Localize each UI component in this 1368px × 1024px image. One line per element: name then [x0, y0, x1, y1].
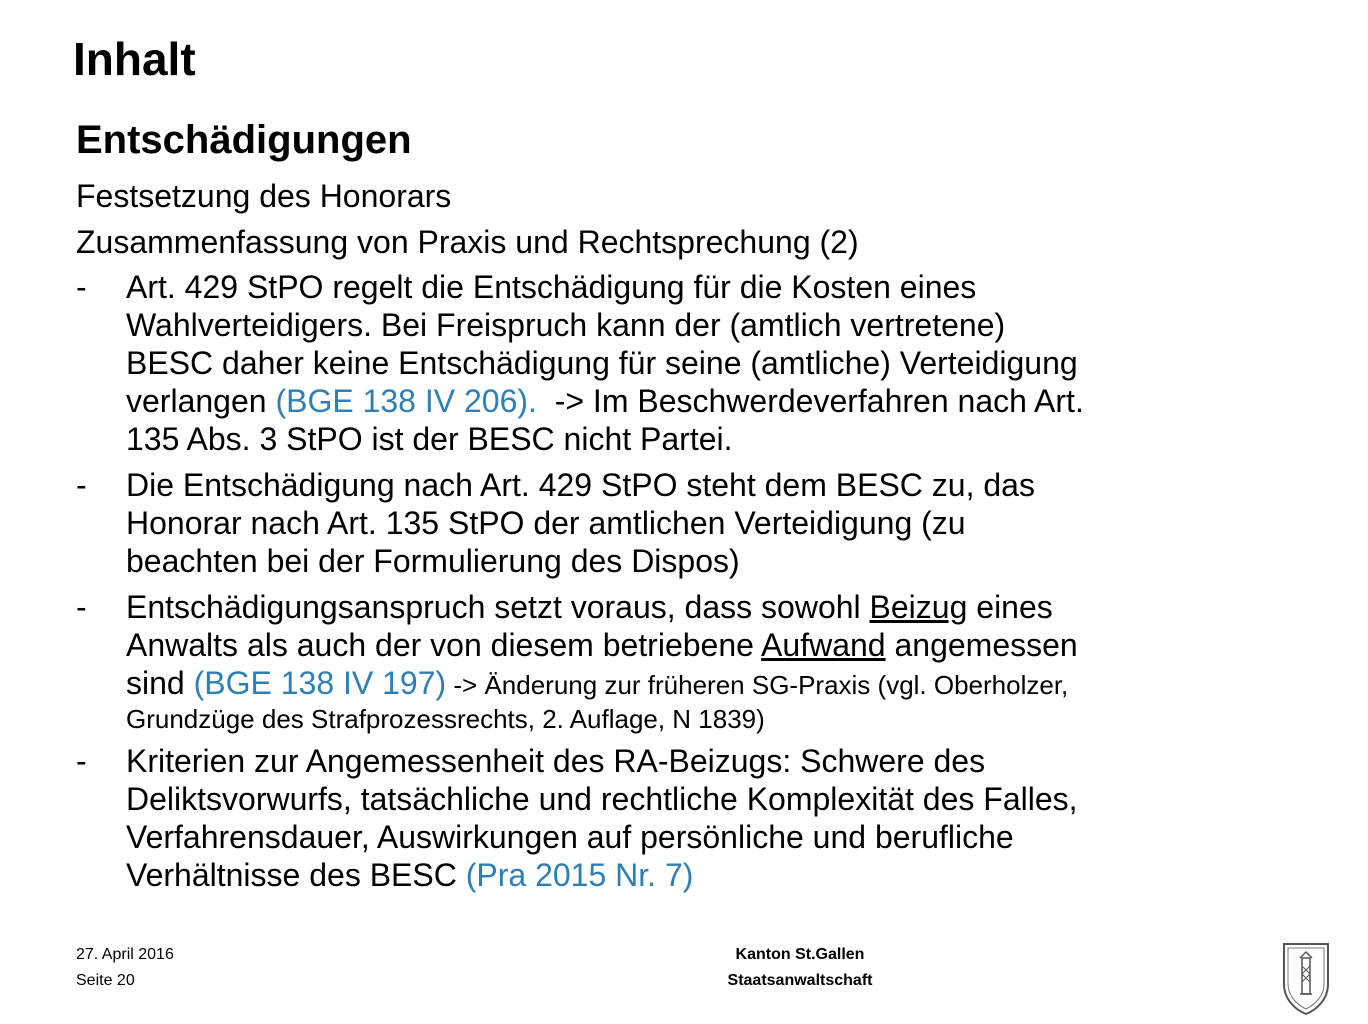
bullet-dash: - — [76, 269, 87, 305]
bullet-text: -> Im Beschwerdeverfahren nach Art. — [536, 383, 1084, 419]
st-gallen-coat-of-arms-icon — [1280, 940, 1332, 1016]
subtitle-honorar: Festsetzung des Honorars — [76, 178, 452, 214]
reference-bge-138-iv-197: (BGE 138 IV 197) — [193, 665, 447, 701]
bullet-line: beachten bei der Formulierung des Dispos) — [126, 543, 740, 579]
bullet-line: Verfahrensdauer, Auswirkungen auf persönliche und berufliche — [126, 819, 1014, 855]
reference-pra-2015-nr-7: (Pra 2015 Nr. 7) — [465, 857, 694, 893]
underlined-term-aufwand: Aufwand — [761, 627, 886, 663]
bullet-line — [126, 382, 1346, 420]
bullet-line: Wahlverteidigers. Bei Freispruch kann der (amtlich vertretene) — [126, 307, 1006, 343]
bullet-text: eines — [967, 589, 1053, 625]
bullet-text: Anwalts als auch der von diesem betriebene — [126, 627, 762, 663]
bullet-line: 135 Abs. 3 StPO ist der BESC nicht Partei. — [126, 421, 733, 457]
bullet-item-kriterien — [76, 742, 1346, 894]
bullet-line — [126, 664, 1346, 704]
bullet-line: BESC daher keine Entschädigung für seine (amtliche) Verteidigung — [126, 345, 1078, 381]
slide-title: Inhalt — [73, 33, 196, 85]
footer-page-number: Seite 20 — [76, 972, 135, 989]
bullet-line: Art. 429 StPO regelt die Entschädigung für die Kosten eines — [126, 269, 977, 305]
bullet-dash: - — [76, 467, 87, 503]
bullet-line: Die Entschädigung nach Art. 429 StPO steht dem BESC zu, das — [126, 467, 1035, 503]
bullet-line — [126, 856, 1346, 894]
bullet-text: verlangen — [126, 383, 276, 419]
bullet-text: sind — [126, 665, 194, 701]
bullet-dash: - — [76, 589, 87, 625]
bullet-line — [126, 588, 1346, 626]
bullet-line: Grundzüge des Strafprozessrechts, 2. Auflage, N 1839) — [126, 704, 765, 734]
footer-date: 27. April 2016 — [76, 946, 174, 963]
footer-department: Staatsanwaltschaft — [727, 972, 873, 989]
reference-bge-138-iv-206: (BGE 138 IV 206). — [275, 383, 537, 419]
bullet-small-text: -> Änderung zur früheren SG-Praxis (vgl. Oberholzer, — [446, 670, 1069, 700]
bullet-line: Honorar nach Art. 135 StPO der amtlichen Verteidigung (zu — [126, 505, 966, 541]
bullet-list — [76, 268, 1346, 902]
bullet-item-entschaedigung — [76, 466, 1346, 580]
bullet-line: Kriterien zur Angemessenheit des RA-Beizugs: Schwere des — [126, 743, 986, 779]
bullet-line: Deliktsvorwurfs, tatsächliche und rechtliche Komplexität des Falles, — [126, 781, 1078, 817]
bullet-text: Entschädigungsanspruch setzt voraus, dass sowohl — [126, 589, 870, 625]
bullet-text: Verhältnisse des BESC — [126, 857, 466, 893]
subtitle-summary: Zusammenfassung von Praxis und Rechtsprechung (2) — [76, 224, 859, 260]
bullet-dash: - — [76, 743, 87, 779]
bullet-item-art429 — [76, 268, 1346, 458]
footer-organization: Kanton St.Gallen — [735, 946, 865, 963]
bullet-item-anspruch — [76, 588, 1346, 734]
underlined-term-beizug: Beizug — [869, 589, 968, 625]
bullet-text: angemessen — [885, 627, 1078, 663]
bullet-line — [126, 626, 1346, 664]
section-heading: Entschädigungen — [76, 118, 412, 162]
